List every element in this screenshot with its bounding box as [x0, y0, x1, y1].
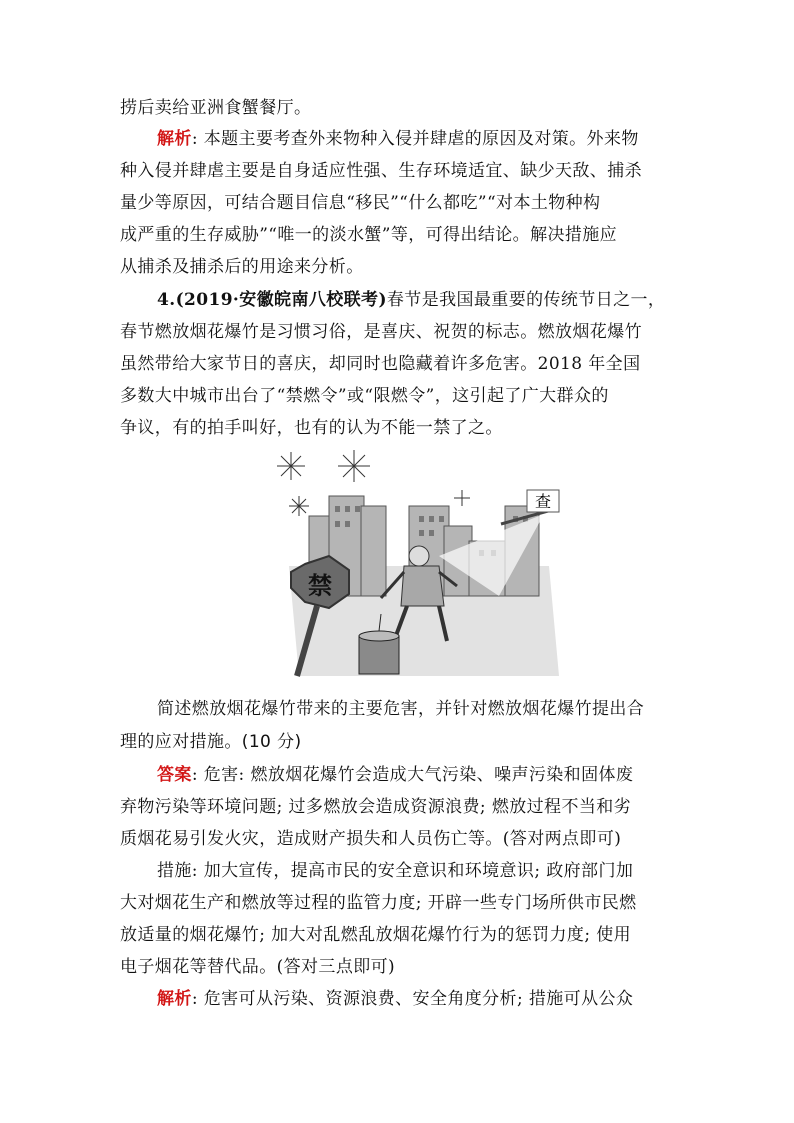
analysis-paragraph-line: [157, 987, 680, 1011]
prompt-text: 理的应对措施。(10 分): [120, 732, 302, 752]
fireworks-ban-cartoon: [269, 446, 565, 686]
answer-text: : 危害: 燃放烟花爆竹会造成大气污染、噪声污染和固体废: [191, 765, 634, 785]
answer-label: 答案: [157, 765, 192, 785]
answer-line: [157, 763, 680, 787]
answer-text: 质烟花易引发火灾，造成财产损失和人员伤亡等。(答对两点即可): [120, 829, 622, 849]
question-text: 春节燃放烟花爆竹是习惯习俗，是喜庆、祝贺的标志。燃放烟花爆竹: [120, 322, 642, 342]
question-text: 争议，有的拍手叫好，也有的认为不能一禁了之。: [120, 418, 503, 438]
prompt-text: 简述燃放烟花爆竹带来的主要危害，并针对燃放烟花爆竹提出合: [157, 699, 645, 719]
intro-text: 捞后卖给亚洲食蟹餐厅。: [120, 98, 312, 118]
analysis-text: 从捕杀及捕杀后的用途来分析。: [120, 257, 364, 277]
ban-sign-label: 禁: [308, 572, 332, 600]
question-text: 虽然带给大家节日的喜庆，却同时也隐藏着许多危害。2018 年全国: [120, 354, 641, 374]
question-source: (2019·安徽皖南八校联考): [175, 290, 387, 310]
measures-text: 措施: 加大宣传，提高市民的安全意识和环境意识; 政府部门加: [157, 861, 634, 881]
question-text: 春节是我国最重要的传统节日之一，: [386, 290, 666, 310]
question-number: 4.: [157, 290, 176, 310]
inspect-sign-label: 查: [534, 492, 552, 511]
analysis-label: 解析: [157, 989, 192, 1009]
question-line: [157, 288, 680, 312]
analysis-text: 种入侵并肆虐主要是自身适应性强、生存环境适宜、缺少天敌、捕杀: [120, 161, 642, 181]
analysis-paragraph-line: [157, 127, 680, 151]
answer-text: 弃物污染等环境问题; 过多燃放会造成资源浪费; 燃放过程不当和劣: [120, 797, 632, 817]
analysis-label: 解析: [157, 129, 192, 149]
analysis-text: 成严重的生存威胁”“唯一的淡水蟹”等，可得出结论。解决措施应: [120, 225, 618, 245]
analysis-text: : 本题主要考查外来物种入侵并肆虐的原因及对策。外来物: [191, 129, 639, 149]
measures-text: 大对烟花生产和燃放等过程的监管力度; 开辟一些专门场所供市民燃: [120, 893, 637, 913]
analysis-text: : 危害可从污染、资源浪费、安全角度分析; 措施可从公众: [191, 989, 634, 1009]
question-text: 多数大中城市出台了“禁燃令”或“限燃令”，这引起了广大群众的: [120, 386, 609, 406]
measures-text: 放适量的烟花爆竹; 加大对乱燃乱放烟花爆竹行为的惩罚力度; 使用: [120, 925, 632, 945]
analysis-text: 量少等原因，可结合题目信息“移民”“什么都吃”“对本土物种构: [120, 193, 601, 213]
measures-text: 电子烟花等替代品。(答对三点即可): [120, 957, 396, 977]
